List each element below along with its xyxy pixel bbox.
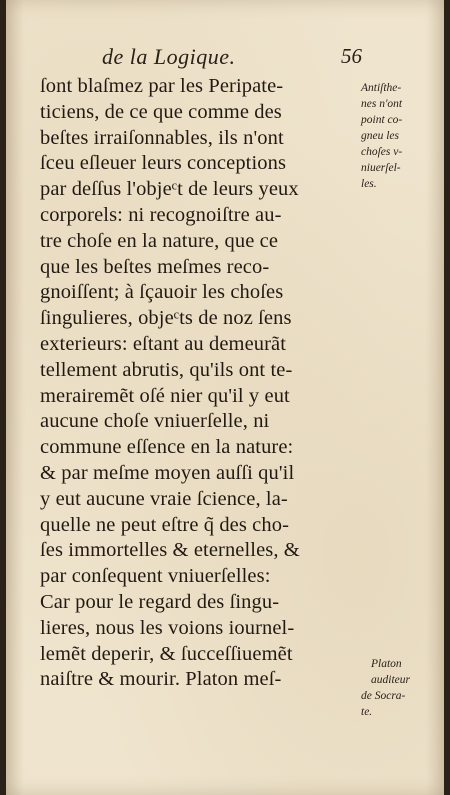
text-line: ticiens, de ce que comme des: [40, 100, 282, 123]
text-line: ſes immortelles & eternelles, &: [40, 539, 300, 562]
text-line: par conſequent vniuerſelles:: [40, 565, 271, 588]
text-line: beſtes irraiſonnables, ils n'ont: [40, 126, 284, 149]
text-line: merairemẽt oſé nier qu'il y eut: [40, 384, 290, 407]
marginal-note-line: point co-: [361, 114, 403, 126]
text-line: naiſtre & mourir. Platon meſ-: [40, 668, 282, 691]
text-line: par deſſus l'objeᶜt de leurs yeux: [40, 178, 299, 201]
marginal-note-line: Platon: [371, 658, 402, 670]
text-line: ſingulieres, objeᶜts de noz ſens: [40, 307, 292, 330]
text-line: Car pour le regard des ſingu-: [40, 590, 280, 613]
marginal-note-line: de Socra-: [361, 690, 406, 702]
text-line: gnoiſſent; à ſçauoir les choſes: [40, 281, 284, 304]
text-line: exterieurs: eſtant au demeurãt: [40, 332, 287, 355]
page-number: 56: [341, 44, 362, 68]
text-line: y eut aucune vraie ſcience, la-: [40, 487, 288, 510]
text-line: quelle ne peut eſtre q̃ des cho-: [40, 513, 289, 536]
text-line: corporels: ni recognoiſtre au-: [40, 203, 282, 226]
text-line: & par meſme moyen auſſi qu'il: [40, 461, 295, 484]
marginal-note-antisthenes: [361, 80, 443, 192]
main-text-block: [40, 74, 360, 693]
running-head: de la Logique.: [102, 44, 236, 69]
marginal-note-line: les.: [361, 178, 377, 190]
marginal-note-line: te.: [361, 706, 373, 718]
marginal-note-line: auditeur: [371, 674, 410, 686]
marginal-note-line: gneu les: [361, 130, 400, 142]
text-line: lemẽt deperir, & ſucceſſiuemẽt: [40, 642, 293, 665]
text-line: aucune choſe vniuerſelle, ni: [40, 410, 270, 433]
text-line: lieres, nous les voions iournel-: [40, 616, 295, 639]
marginal-note-line: choſes v-: [361, 146, 403, 158]
text-line: tellement abrutis, qu'ils ont te-: [40, 358, 293, 381]
book-page: [6, 0, 444, 795]
text-line: ſont blaſmez par les Peripate-: [40, 75, 284, 97]
page-header: [102, 44, 362, 72]
marginal-note-platon: [361, 656, 443, 720]
marginal-note-line: nes n'ont: [361, 98, 403, 110]
marginal-note-line: Antiſthe-: [361, 82, 402, 94]
marginal-note-line: niuerſel-: [361, 162, 401, 174]
text-line: tre choſe en la nature, que ce: [40, 229, 279, 252]
text-line: ſceu eſleuer leurs conceptions: [40, 152, 287, 175]
ink-blot-mark: [444, 283, 450, 297]
text-line: que les beſtes meſmes reco-: [40, 255, 270, 278]
text-line: commune eſſence en la nature:: [40, 436, 294, 459]
